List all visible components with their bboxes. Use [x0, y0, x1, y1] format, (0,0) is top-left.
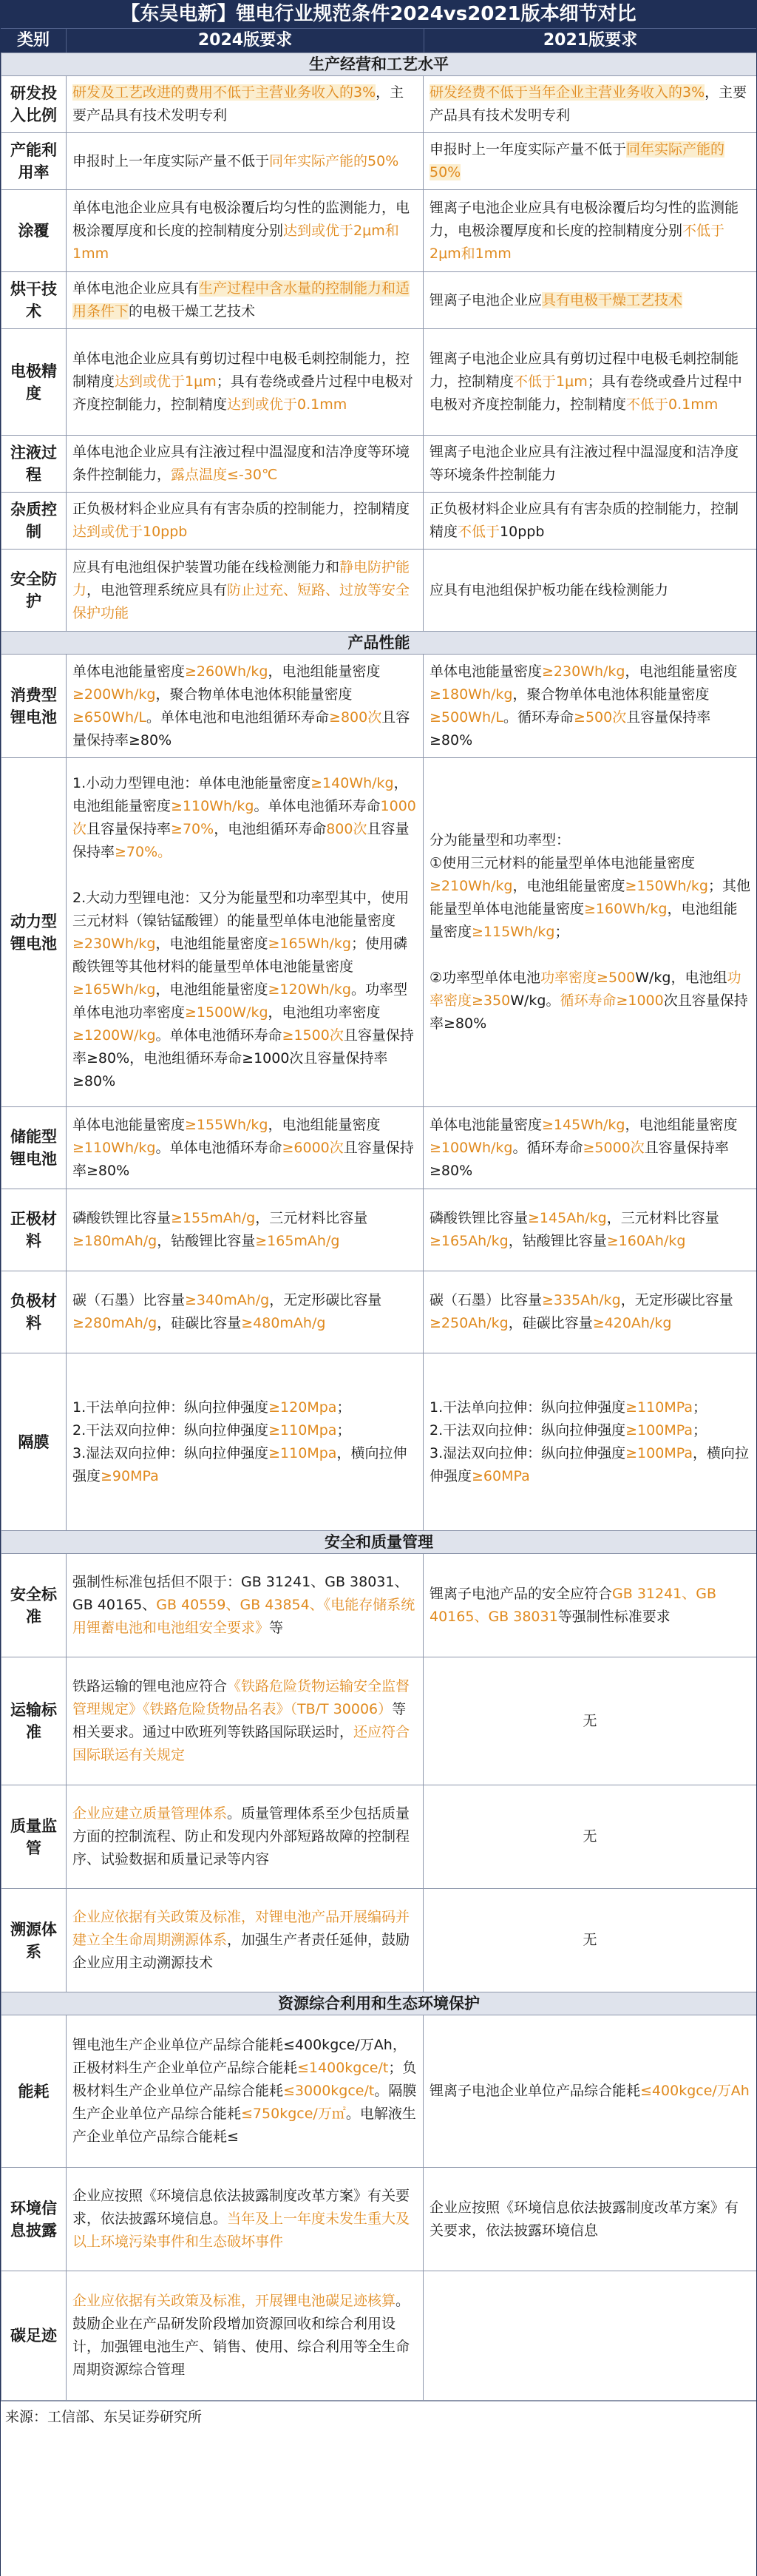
category-cell: 储能型锂电池: [1, 1107, 67, 1189]
cell-text-segment: 1.干法单向拉伸：纵向拉伸强度: [72, 1399, 269, 1416]
cell-text-segment: ≥5000次: [583, 1139, 645, 1156]
comparison-table: [1, 53, 757, 2401]
cell-text-segment: 铁路运输的锂电池应符合: [72, 1678, 228, 1694]
cell-text-segment: 研发及工艺改进的费用不低于主营业务收入的3%: [72, 84, 376, 101]
requirement-2021-cell: [424, 76, 757, 133]
requirement-2024-cell: [67, 329, 424, 436]
cell-text-segment: 。电解液生产企业单位产品综合能耗≤: [72, 2106, 416, 2145]
cell-text-segment: ≥165Wh/kg: [268, 935, 351, 952]
cell-text-segment: ≥1200W/kg: [72, 1027, 156, 1044]
cell-text-segment: ，聚合物单体电池体积能量密度: [155, 686, 353, 703]
section-header-row: [1, 1531, 757, 1554]
cell-text-segment: 3.湿法双向拉伸：纵向拉伸强度: [430, 1444, 626, 1461]
requirement-2024-cell: [67, 493, 424, 550]
category-cell: 质量监管: [1, 1785, 67, 1889]
cell-text-segment: 应具有电池组保护板功能在线检测能力: [430, 581, 669, 598]
requirement-2021-cell: [424, 329, 757, 436]
cell-text-segment: ≥110Wh/kg: [171, 797, 254, 814]
header-category: 类别: [1, 29, 67, 53]
category-cell: 碳足迹: [1, 2271, 67, 2401]
cell-text-segment: ，电池组能量密度: [625, 663, 738, 680]
cell-text-segment: 锂离子电池企业应: [430, 291, 543, 308]
table-row: [1, 1189, 757, 1271]
cell-text-segment: ≥100MPa: [625, 1421, 693, 1439]
header-2021: 2021版要求: [543, 31, 638, 50]
cell-text-segment: 。循环寿命: [503, 709, 574, 726]
cell-text-segment: 碳（石墨）比容量: [72, 1292, 186, 1308]
table-row: [1, 758, 757, 1107]
cell-text-segment: ≥145Wh/kg: [542, 1116, 625, 1133]
cell-text-segment: 锂离子电池企业应具有电极涂覆后均匀性的监测能力，电极涂覆厚度和长度的控制精度分别: [430, 199, 739, 239]
requirement-2021-cell: [424, 2015, 757, 2168]
cell-text-segment: 防止过充、短路、过放等安全保护功能: [72, 581, 410, 621]
cell-text-segment: ，电池组能量密度: [430, 901, 738, 940]
cell-text-segment: 单体电池企业应具有注液过程中温湿度和洁净度等环境条件控制能力，: [72, 444, 410, 483]
cell-text-segment: 具有电极干燥工艺技术: [542, 291, 683, 308]
cell-text-segment: 功率密度≥350: [430, 970, 741, 1009]
requirement-2021-cell: [424, 2271, 757, 2401]
cell-text-segment: ≥165Wh/kg: [72, 981, 156, 998]
cell-text-segment: ≥155mAh/g: [171, 1210, 256, 1226]
cell-text-segment: 单体电池企业应具有: [72, 280, 200, 297]
requirement-2021-cell: [424, 1107, 757, 1189]
requirement-2024-cell: [67, 758, 424, 1107]
requirement-2021-cell: [424, 758, 757, 1107]
cell-text-segment: 申报时上一年度实际产量不低于: [72, 152, 270, 169]
cell-text-segment: 功率密度≥500: [540, 970, 636, 986]
cell-text-segment: ≥1500W/kg: [185, 1004, 268, 1021]
category-cell: 涂覆: [1, 190, 67, 272]
cell-text-segment: ；: [692, 1399, 707, 1416]
cell-text-segment: ，电池组能量密度: [268, 1116, 381, 1133]
table-row: [1, 1785, 757, 1889]
requirement-2021-cell: 无: [424, 1785, 757, 1889]
cell-text-segment: ≥140Wh/kg: [310, 774, 394, 791]
cell-text-segment: ≥150Wh/kg: [625, 878, 708, 894]
cell-text-segment: ≥115Wh/kg: [472, 924, 555, 940]
cell-text-segment: ≥100MPa: [625, 1444, 693, 1461]
cell-text-segment: 达到或优于1μm: [115, 373, 217, 390]
cell-text-segment: 2.大动力型锂电池：又分为能量型和功率型其中，使用三元材料（镍钴锰酸锂）的能量型单体电池能量密度: [72, 889, 410, 929]
cell-text-segment: ≥230Wh/kg: [72, 935, 156, 952]
category-cell: 动力型锂电池: [1, 758, 67, 1107]
cell-text-segment: 。循环寿命: [512, 1139, 583, 1156]
cell-text-segment: ≥420Ah/kg: [592, 1315, 672, 1331]
cell-text-segment: ；其他能量型单体电池能量密度: [430, 878, 750, 917]
cell-text-segment: 。质量管理体系至少包括质量方面的控制流程、防止和发现内外部短路故障的控制程序、试验数据和质量记录等内容: [72, 1805, 410, 1867]
cell-text-segment: 同年实际产能的50%: [269, 152, 399, 169]
cell-text-segment: 且容量保持率: [72, 820, 410, 860]
cell-text-segment: ，三元材料比容量: [606, 1210, 719, 1226]
cell-text-segment: 不低于0.1mm: [626, 396, 719, 413]
cell-text-segment: ，电池组能量密度: [72, 774, 408, 814]
cell-text-segment: ≥500次: [574, 709, 627, 726]
category-cell: 能耗: [1, 2015, 67, 2168]
source-note: 来源：工信部、东吴证券研究所: [1, 2401, 756, 2430]
table-row: [1, 76, 757, 133]
category-cell: 烘干技术: [1, 272, 67, 329]
cell-text-segment: 等: [269, 1620, 284, 1636]
cell-text-segment: ≥340mAh/g: [185, 1292, 270, 1308]
cell-text-segment: 静电防护能力: [72, 558, 410, 598]
table-row: [1, 1107, 757, 1189]
cell-text-segment: ≥110Wh/kg: [72, 1139, 156, 1156]
table-row: [1, 550, 757, 632]
section-header-row: [1, 53, 757, 76]
cell-text-segment: ≥260Wh/kg: [185, 663, 268, 680]
category-cell: 溯源体系: [1, 1889, 67, 1992]
cell-text-segment: ≥145Ah/kg: [528, 1210, 607, 1226]
cell-text-segment: ≥160Wh/kg: [584, 901, 668, 917]
requirement-2024-cell: [67, 1785, 424, 1889]
category-cell: 负极材料: [1, 1271, 67, 1353]
cell-text-segment: ，钴酸锂比容量: [508, 1233, 607, 1249]
cell-text-segment: ，钴酸锂比容量: [157, 1233, 256, 1249]
cell-text-segment: 不低于: [458, 524, 500, 540]
cell-text-segment: 企业应依据有关政策及标准，开展锂电池碳足迹核算: [72, 2293, 396, 2309]
cell-text-segment: ≥500Wh/L: [430, 709, 504, 726]
cell-text-segment: ，加强生产者责任延伸，鼓励企业应用主动溯源技术: [72, 1932, 410, 1971]
table-row: [1, 272, 757, 329]
cell-text-segment: 等相关要求。通过中欧班列等铁路国际联运时，: [72, 1701, 407, 1740]
cell-text-segment: ≥160Ah/kg: [606, 1233, 686, 1249]
cell-text-segment: 企业应依据有关政策及标准，对锂电池产品开展编码并建立全生命周期溯源体系: [72, 1909, 410, 1948]
requirement-2024-cell: [67, 1889, 424, 1992]
requirement-2024-cell: [67, 1189, 424, 1271]
cell-text-segment: ≥180Wh/kg: [430, 686, 513, 703]
cell-text-segment: ≥180mAh/g: [72, 1233, 157, 1249]
requirement-2024-cell: [67, 2168, 424, 2271]
cell-text-segment: ；具有卷绕或叠片过程中电极对齐度控制能力，控制精度: [72, 373, 413, 413]
cell-text-segment: 强制性标准包括但不限于：GB 31241、GB 38031、GB 40165、: [72, 1574, 409, 1613]
cell-text-segment: ≤400kgce/万Ah: [640, 2083, 750, 2099]
cell-text-segment: 800次: [326, 820, 367, 837]
requirement-2024-cell: [67, 1353, 424, 1531]
category-cell: 消费型锂电池: [1, 655, 67, 758]
cell-text-segment: 锂离子电池企业应具有剪切过程中电极毛刺控制能力，控制精度: [430, 351, 739, 390]
cell-text-segment: 达到或优于10ppb: [72, 524, 188, 540]
cell-text-segment: 单体电池能量密度: [430, 663, 543, 680]
cell-text-segment: W/kg，电池组: [635, 970, 727, 986]
category-cell: 隔膜: [1, 1353, 67, 1531]
cell-text-segment: ≥120Wh/kg: [268, 981, 351, 998]
cell-text-segment: 。功率型单体电池功率密度: [72, 981, 407, 1021]
cell-text-segment: 的电极干燥工艺技术: [129, 303, 256, 320]
cell-text-segment: ；使用磷酸铁锂等其他材料的能量型单体电池能量密度: [72, 935, 407, 975]
cell-text-segment: ，主要产品具有技术发明专利: [430, 84, 747, 124]
requirement-2024-cell: [67, 2015, 424, 2168]
category-cell: 注液过程: [1, 436, 67, 493]
cell-text-segment: ≥165mAh/g: [255, 1233, 340, 1249]
category-cell: 安全标准: [1, 1554, 67, 1657]
category-cell: 产能利用率: [1, 133, 67, 190]
cell-text-segment: ≥210Wh/kg: [430, 878, 513, 894]
requirement-2021-cell: [424, 133, 757, 190]
cell-text-segment: 生产过程中含水量的控制能力和适用条件下: [72, 280, 410, 320]
table-row: [1, 1271, 757, 1353]
cell-text-segment: 磷酸铁锂比容量: [430, 1210, 529, 1226]
cell-text-segment: 单体电池企业应具有电极涂覆后均匀性的监测能力，电极涂覆厚度和长度的控制精度分别: [72, 199, 410, 239]
table-row: [1, 329, 757, 436]
cell-text-segment: 次且容量保持率≥80%: [430, 993, 748, 1032]
requirement-2024-cell: [67, 655, 424, 758]
cell-text-segment: 。鼓励企业在产品研发阶段增加资源回收和综合利用设计，加强锂电池生产、销售、使用、综合利用等全生命周期资源综合管理: [72, 2293, 410, 2378]
cell-text-segment: 等强制性标准要求: [557, 1608, 671, 1625]
cell-text-segment: ≥480mAh/g: [241, 1315, 326, 1331]
cell-text-segment: 正负极材料企业应具有有害杂质的控制能力，控制精度: [72, 501, 410, 517]
requirement-2024-cell: [67, 436, 424, 493]
cell-text-segment: ≥155Wh/kg: [185, 1116, 268, 1133]
cell-text-segment: ≥110Mpa: [268, 1421, 337, 1439]
requirement-2024-cell: [67, 272, 424, 329]
requirement-2021-cell: [424, 1271, 757, 1353]
table-row: [1, 190, 757, 272]
cell-text-segment: 10ppb: [500, 524, 545, 540]
cell-text-segment: ≥100Wh/kg: [430, 1139, 513, 1156]
cell-text-segment: 。单体电池循环寿命: [155, 1139, 282, 1156]
requirement-2021-cell: [424, 436, 757, 493]
cell-text-segment: 1.小动力型锂电池：单体电池能量密度: [72, 774, 311, 791]
cell-text-segment: 正负极材料企业应具有有害杂质的控制能力，控制精度: [430, 501, 739, 540]
requirement-2024-cell: [67, 1657, 424, 1785]
cell-text-segment: 达到或优于2μm和1mm: [72, 222, 399, 262]
cell-text-segment: ≥70%: [171, 820, 214, 837]
category-cell: 杂质控制: [1, 493, 67, 550]
cell-text-segment: ≥6000次: [282, 1139, 344, 1156]
requirement-2024-cell: [67, 76, 424, 133]
cell-text-segment: 锂离子电池企业应具有注液过程中温湿度和洁净度等环境条件控制能力: [430, 444, 739, 483]
cell-text-segment: ≤750kgce/万㎡: [241, 2106, 346, 2122]
table-row: [1, 1889, 757, 1992]
cell-text-segment: ，电池组能量密度: [268, 663, 381, 680]
cell-text-segment: 单体电池企业应具有剪切过程中电极毛刺控制能力，控制精度: [72, 351, 410, 390]
cell-text-segment: ，电池组功率密度: [268, 1004, 381, 1021]
table-row: [1, 1353, 757, 1531]
section-title: 生产经营和工艺水平: [1, 53, 757, 76]
cell-text-segment: ，电池管理系统应具有: [86, 581, 228, 598]
cell-text-segment: 且容量保持率≥80%: [430, 709, 711, 748]
cell-text-segment: ≥230Wh/kg: [542, 663, 625, 680]
requirement-2021-cell: [424, 190, 757, 272]
cell-text-segment: ≤3000kgce/t: [283, 2083, 375, 2099]
cell-text-segment: ，硅碳比容量: [508, 1315, 593, 1331]
requirement-2021-cell: [424, 272, 757, 329]
requirement-2021-cell: 无: [424, 1889, 757, 1992]
cell-text-segment: 且容量保持率≥80%: [72, 709, 410, 748]
requirement-2024-cell: [67, 2271, 424, 2401]
cell-text-segment: ，电池组循环寿命: [214, 820, 327, 837]
category-cell: 电极精度: [1, 329, 67, 436]
cell-text-segment: ；: [554, 924, 569, 940]
table-row: [1, 2168, 757, 2271]
cell-text-segment: ，无定形碳比容量: [620, 1292, 733, 1308]
requirement-2024-cell: [67, 1107, 424, 1189]
cell-text-segment: 且容量保持率≥80%: [430, 1139, 729, 1179]
category-cell: 运输标准: [1, 1657, 67, 1785]
header-2024: 2024版要求: [67, 29, 424, 53]
cell-text-segment: ≥90MPa: [101, 1467, 159, 1484]
cell-text-segment: W/kg。: [510, 993, 560, 1009]
cell-text-segment: ≥650Wh/L: [72, 709, 147, 726]
requirement-2021-cell: [424, 1554, 757, 1657]
cell-text-segment: ；负极材料生产企业单位产品综合能耗: [72, 2060, 417, 2099]
section-title: 资源综合利用和生态环境保护: [1, 1992, 757, 2015]
cell-text-segment: ≥110Mpa: [268, 1444, 337, 1461]
cell-text-segment: ；具有卷绕或叠片过程中电极对齐度控制能力，控制精度: [430, 373, 742, 413]
requirement-2024-cell: [67, 133, 424, 190]
cell-text-segment: 。单体电池和电池组循环寿命: [146, 709, 330, 726]
cell-text-segment: ，无定形碳比容量: [269, 1292, 382, 1308]
cell-text-segment: 锂离子电池企业单位产品综合能耗: [430, 2083, 641, 2099]
cell-text-segment: 锂电池生产企业单位产品综合能耗≤400kgce/万Ah，正极材料生产企业单位产品综合能耗: [72, 2037, 407, 2076]
table-row: [1, 436, 757, 493]
cell-text-segment: 应具有电池组保护装置功能在线检测能力和: [72, 558, 340, 575]
cell-text-segment: ≥1500次: [282, 1027, 344, 1044]
cell-text-segment: ≥110MPa: [625, 1399, 693, 1416]
requirement-2024-cell: [67, 190, 424, 272]
requirement-2021-cell: [424, 1189, 757, 1271]
cell-text-segment: 还应符合国际联运有关规定: [72, 1724, 410, 1763]
table-row: [1, 493, 757, 550]
cell-text-segment: ，横向拉伸强度: [430, 1444, 749, 1484]
cell-text-segment: GB 31241、GB 40165、GB 38031: [430, 1585, 717, 1625]
cell-text-segment: ，电池组能量密度: [625, 1116, 738, 1133]
cell-text-segment: ，主要产品具有技术发明专利: [72, 84, 404, 124]
requirement-2024-cell: [67, 1554, 424, 1657]
cell-text-segment: ，横向拉伸强度: [72, 1444, 407, 1484]
cell-text-segment: ，电池组能量密度: [512, 878, 625, 894]
cell-text-segment: 《铁路危险货物运输安全监督管理规定》《铁路危险货物品名表》（TB/T 30006）: [72, 1678, 410, 1717]
page-title: 【东吴电新】锂电行业规范条件2024vs2021版本细节对比: [1, 0, 756, 28]
cell-text-segment: 企业应建立质量管理体系: [72, 1805, 228, 1822]
cell-text-segment: 分为能量型和功率型：: [430, 832, 571, 848]
cell-text-segment: ，硅碳比容量: [157, 1315, 242, 1331]
cell-text-segment: 研发经费不低于当年企业主营业务收入的3%: [430, 84, 705, 101]
cell-text-segment: 申报时上一年度实际产量不低于: [430, 141, 627, 158]
table-row: [1, 1554, 757, 1657]
cell-text-segment: 锂离子电池产品的安全应符合: [430, 1585, 613, 1602]
cell-text-segment: 2.干法双向拉伸：纵向拉伸强度: [72, 1421, 269, 1439]
category-cell: 研发投入比例: [1, 76, 67, 133]
cell-text-segment: 1.干法单向拉伸：纵向拉伸强度: [430, 1399, 626, 1416]
cell-text-segment: 企业应按照《环境信息依法披露制度改革方案》有关要求，依法披露环境信息。: [72, 2188, 410, 2227]
cell-text-segment: ≥120Mpa: [268, 1399, 337, 1416]
cell-text-segment: ≥70%。: [115, 843, 172, 860]
cell-text-segment: ，聚合物单体电池体积能量密度: [512, 686, 710, 703]
cell-text-segment: ≥800次: [329, 709, 382, 726]
cell-text-segment: 企业应按照《环境信息依法披露制度改革方案》有关要求，依法披露环境信息: [430, 2199, 739, 2239]
requirement-2021-cell: [424, 655, 757, 758]
cell-text-segment: 。隔膜生产企业单位产品综合能耗: [72, 2083, 417, 2122]
cell-text-segment: ≥200Wh/kg: [72, 686, 156, 703]
requirement-2021-cell: [424, 2168, 757, 2271]
table-header: [1, 28, 756, 53]
cell-text-segment: ，电池组能量密度: [155, 981, 268, 998]
cell-text-segment: ②功率型单体电池: [430, 970, 541, 986]
cell-text-segment: 不低于2μm和1mm: [430, 222, 725, 262]
cell-text-segment: ≥165Ah/kg: [430, 1233, 509, 1249]
cell-text-segment: ≥60MPa: [472, 1467, 530, 1484]
cell-text-segment: 磷酸铁锂比容量: [72, 1210, 172, 1226]
cell-text-segment: 3.湿法双向拉伸：纵向拉伸强度: [72, 1444, 269, 1461]
table-row: [1, 133, 757, 190]
cell-text-segment: ≥280mAh/g: [72, 1315, 157, 1331]
cell-text-segment: ；: [336, 1399, 351, 1416]
cell-text-segment: 单体电池能量密度: [72, 663, 186, 680]
category-cell: 环境信息披露: [1, 2168, 67, 2271]
cell-text-segment: ≥335Ah/kg: [542, 1292, 621, 1308]
section-header-row: [1, 1992, 757, 2015]
cell-text-segment: 单体电池能量密度: [72, 1116, 186, 1133]
requirement-2024-cell: [67, 1271, 424, 1353]
cell-text-segment: 单体电池能量密度: [430, 1116, 543, 1133]
cell-text-segment: 循环寿命≥1000: [560, 993, 664, 1009]
cell-text-segment: 。单体电池循环寿命: [254, 797, 381, 814]
cell-text-segment: 同年实际产能的50%: [430, 141, 725, 180]
cell-text-segment: 2.干法双向拉伸：纵向拉伸强度: [430, 1421, 626, 1439]
cell-text-segment: 当年及上一年度未发生重大及以上环境污染事件和生态破坏事件: [72, 2211, 410, 2250]
cell-text-segment: ；: [336, 1421, 351, 1439]
cell-text-segment: ①使用三元材料的能量型单体电池能量密度: [430, 855, 696, 871]
cell-text-segment: ，电池组能量密度: [155, 935, 268, 952]
cell-text-segment: ；: [692, 1421, 707, 1439]
cell-text-segment: 1000次: [72, 797, 416, 837]
requirement-2024-cell: [67, 550, 424, 632]
table-row: [1, 655, 757, 758]
requirement-2021-cell: [424, 1353, 757, 1531]
requirement-2021-cell: [424, 550, 757, 632]
category-cell: 正极材料: [1, 1189, 67, 1271]
table-row: [1, 2271, 757, 2401]
section-title: 安全和质量管理: [1, 1531, 757, 1554]
table-row: [1, 1657, 757, 1785]
cell-text-segment: 且容量保持率≥80%: [72, 1139, 414, 1179]
requirement-2021-cell: [424, 493, 757, 550]
category-cell: 安全防护: [1, 550, 67, 632]
section-header-row: [1, 632, 757, 655]
cell-text-segment: 露点温度≤-30℃: [171, 467, 278, 483]
cell-text-segment: 。单体电池循环寿命: [155, 1027, 282, 1044]
cell-text-segment: 不低于1μm: [514, 373, 588, 390]
section-title: 产品性能: [1, 632, 757, 655]
cell-text-segment: 碳（石墨）比容量: [430, 1292, 543, 1308]
requirement-2021-cell: 无: [424, 1657, 757, 1785]
cell-text-segment: 且容量保持率: [86, 820, 172, 837]
cell-text-segment: 且容量保持率≥80%，电池组循环寿命≥1000次且容量保持率≥80%: [72, 1027, 414, 1089]
cell-text-segment: ，三元材料比容量: [255, 1210, 368, 1226]
cell-text-segment: GB 40559、GB 43854、《电能存储系统用锂蓄电池和电池组安全要求》: [72, 1597, 415, 1636]
table-row: [1, 2015, 757, 2168]
cell-text-segment: ≥250Ah/kg: [430, 1315, 509, 1331]
cell-text-segment: ≤1400kgce/t: [297, 2060, 389, 2076]
cell-text-segment: 达到或优于0.1mm: [227, 396, 347, 413]
